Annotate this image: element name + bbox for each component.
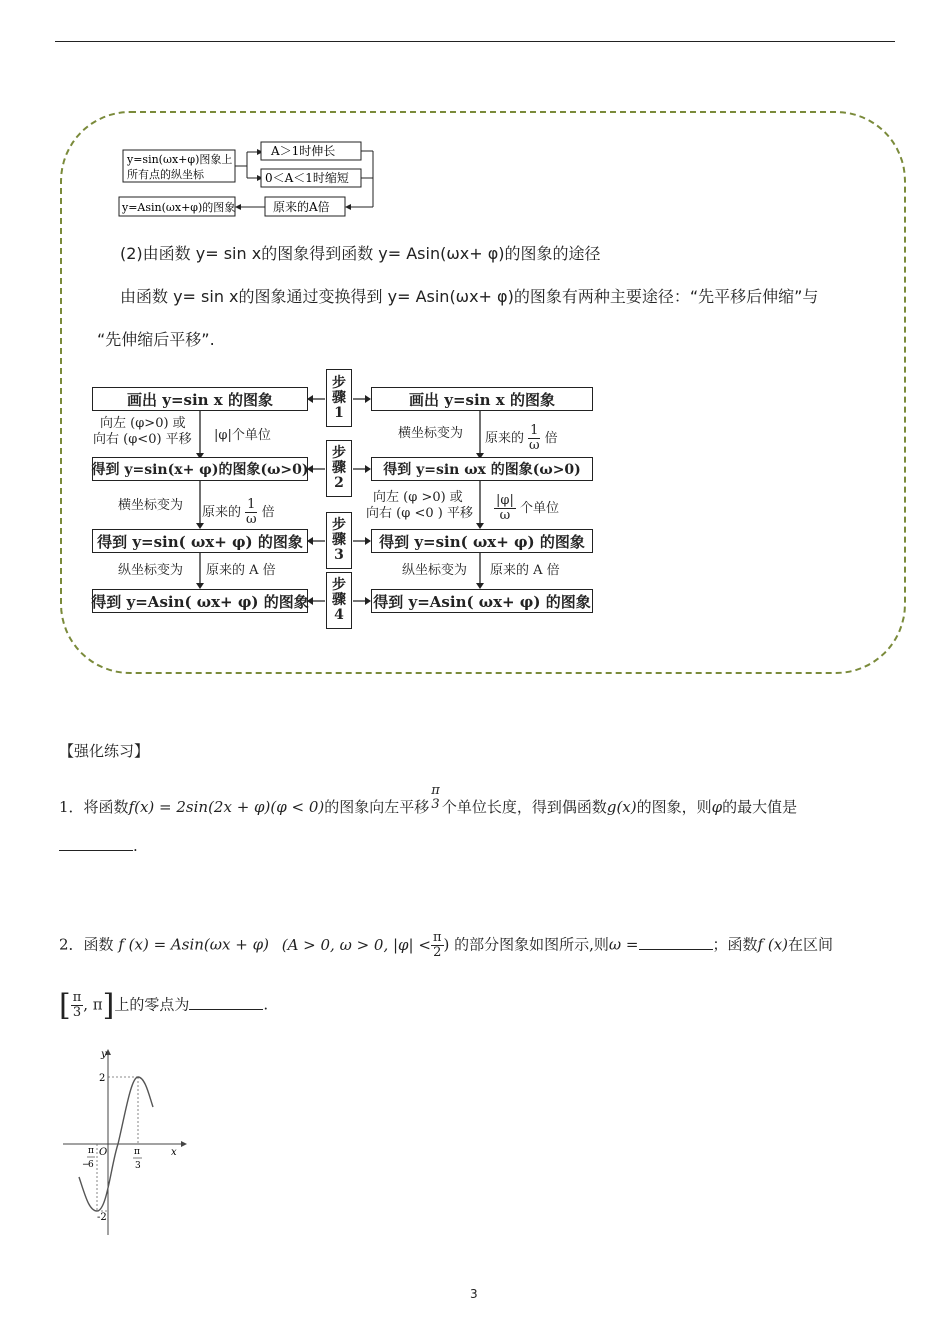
graph-x-right-den: 3 (135, 1161, 141, 1171)
flow-left-box-1: 画出 y=sin x 的图象 (92, 387, 308, 411)
q2-cond-fraction (431, 931, 444, 960)
right-label-horizontal: 横坐标变为 (398, 426, 464, 441)
amplitude-source-line1: y=sin(ωx+φ)图象上 (127, 153, 233, 166)
q1-text-c: 个单位长度，得到偶函数 (441, 798, 607, 816)
q2-number: 2． (59, 935, 84, 954)
step-1-char: 步骤 (332, 374, 346, 406)
question-1 (59, 783, 798, 822)
left-frac-den: ω (245, 512, 257, 527)
amplitude-source-line2: 所有点的纵坐标 (127, 168, 204, 181)
q1-frac-num: π (431, 783, 440, 798)
q2-omega: ω = (608, 935, 639, 954)
left-label-vertical: 纵坐标变为 (118, 563, 184, 578)
flow-left-box-2: 得到 y=sin(x+ φ)的图象(ω>0) (92, 457, 308, 481)
step-box-3 (326, 512, 352, 569)
q2-fx: f (x) (757, 935, 788, 954)
q2-formula: f (x) = Asin(ωx + φ) (118, 935, 269, 954)
amplitude-option1: A＞1时伸长 (271, 144, 336, 158)
flow-right-box-3: 得到 y=sin( ωx+ φ) 的图象 (371, 529, 593, 553)
q2-text-a: 函数 (83, 935, 114, 954)
graph-x-left-num: π (88, 1146, 94, 1156)
graph-y-max: 2 (99, 1073, 106, 1084)
flow-right-box-1: 画出 y=sin x 的图象 (371, 387, 593, 411)
q2-interval-bracket-left: [ (59, 988, 71, 1023)
q1-text-e: 的最大值是 (722, 798, 798, 816)
q2-interval-end: , π (83, 995, 103, 1014)
q1-frac-den: 3 (431, 797, 440, 812)
right-label-vertical: 纵坐标变为 (402, 563, 468, 578)
left-label-horizontal: 横坐标变为 (118, 498, 184, 513)
q1-text-a: 将函数 (83, 798, 129, 816)
left-label-fraction (245, 498, 257, 527)
q2-cond-end: ) (443, 935, 450, 954)
left-label-shift-units: |φ|个单位 (214, 428, 271, 443)
graph-x-right-num: π (134, 1147, 140, 1157)
q1-text-d: 的图象，则 (636, 798, 712, 816)
left-label-shift-a: 向左 (φ>0) 或 (100, 416, 186, 431)
q2-interval-fraction (71, 991, 84, 1020)
flow-left-box-3: 得到 y=sin( ωx+ φ) 的图象 (92, 529, 308, 553)
practice-heading: 【强化练习】 (59, 742, 150, 760)
flow-right-box-2: 得到 y=sin ωx 的图象(ω>0) (371, 457, 593, 481)
q1-number: 1． (59, 798, 84, 816)
amplitude-option2: 0＜A＜1时缩短 (265, 171, 349, 185)
sine-graph (55, 1045, 195, 1245)
q2-end: . (263, 995, 269, 1014)
step-3-num: 3 (334, 547, 344, 563)
q2-cond-frac-num: π (432, 930, 442, 945)
graph-y-min: -2 (97, 1212, 107, 1223)
flow-left-box-4: 得到 y=Asin( ωx+ φ) 的图象 (92, 589, 308, 613)
graph-origin: O (99, 1147, 108, 1158)
graph-y-label: y (101, 1049, 107, 1060)
section2-paragraph-line2: “先伸缩后平移”. (97, 330, 215, 349)
left-label-original-text: 原来的 (202, 505, 242, 520)
graph-x-label: x (171, 1147, 177, 1158)
step-1-num: 1 (334, 404, 344, 421)
q2-interval-bracket-right: ] (102, 988, 115, 1023)
right-label-times: 倍 (544, 431, 558, 446)
right-label-shift-a: 向左 (φ >0) 或 (373, 490, 463, 505)
q2-zero-blank[interactable] (189, 995, 263, 1010)
right-label-fraction (528, 424, 540, 453)
graph-x-left-den: 6 (88, 1160, 94, 1170)
amplitude-result-box: y=Asin(ωx+φ)的图象 (122, 201, 236, 214)
q2-condition: (A > 0, ω > 0, |φ| < (281, 935, 431, 954)
step-box-2 (326, 440, 352, 497)
question-2 (59, 931, 833, 960)
q2-interval-line (59, 988, 268, 1023)
step-4-num: 4 (334, 607, 344, 623)
section2-paragraph-line1: 由函数 y= sin x的图象通过变换得到 y= Asin(ωx+ φ)的图象有两种主要途径：“先平移后伸缩”与 (120, 287, 819, 306)
step-2-char: 步骤 (332, 445, 346, 476)
step-box-1 (326, 369, 352, 427)
left-frac-num: 1 (247, 497, 256, 512)
q1-gx: g(x) (606, 798, 637, 816)
q1-end: . (133, 837, 138, 855)
q2-interval-frac-num: π (72, 990, 82, 1005)
left-label-original (202, 498, 275, 527)
right-frac-den: ω (528, 438, 540, 453)
graph-x-left-sign: − (82, 1160, 90, 1170)
section2-heading: (2)由函数 y= sin x的图象得到函数 y= Asin(ωx+ φ)的图象的途径 (120, 244, 601, 263)
right-label-shift-b: 向右 (φ <0 ) 平移 (366, 506, 473, 521)
step-4-char: 步骤 (332, 577, 346, 608)
amplitude-scale-box: 原来的A倍 (273, 200, 330, 214)
right-label-original (485, 424, 558, 453)
page-number: 3 (470, 1287, 478, 1301)
q1-phi: φ (711, 798, 723, 816)
q1-shift-fraction (429, 784, 442, 812)
left-label-times: 倍 (261, 505, 275, 520)
step-box-4 (326, 572, 352, 629)
q1-answer-blank[interactable] (59, 836, 133, 851)
step-3-char: 步骤 (332, 517, 346, 548)
q2-text-e: 上的零点为 (114, 995, 190, 1014)
q2-cond-frac-den: 2 (433, 945, 442, 960)
step-2-num: 2 (334, 475, 344, 491)
right-shift-units-text: 个单位 (520, 501, 560, 516)
right-shift-frac-den: ω (499, 508, 511, 523)
q1-text-b: 的图象向左平移 (324, 798, 430, 816)
q2-interval-frac-den: 3 (72, 1005, 82, 1020)
left-label-amplitude: 原来的 A 倍 (206, 563, 276, 578)
q1-formula: f(x) = 2sin(2x + φ)(φ < 0) (128, 798, 325, 816)
right-label-amplitude: 原来的 A 倍 (490, 563, 560, 578)
right-shift-fraction (494, 494, 516, 523)
q2-text-b: 的部分图象如图所示,则 (454, 935, 609, 954)
right-shift-frac-num: |φ| (496, 493, 514, 508)
flow-right-box-4: 得到 y=Asin( ωx+ φ) 的图象 (371, 589, 593, 613)
right-label-shift-units (494, 494, 559, 523)
right-label-original-text: 原来的 (485, 431, 525, 446)
q1-answer-line (59, 836, 138, 855)
q2-text-c: ；函数 (712, 935, 758, 954)
q2-text-d: 在区间 (788, 935, 834, 954)
q2-omega-blank[interactable] (639, 935, 713, 950)
left-label-shift-b: 向右 (φ<0) 平移 (93, 432, 192, 447)
right-frac-num: 1 (530, 423, 539, 438)
